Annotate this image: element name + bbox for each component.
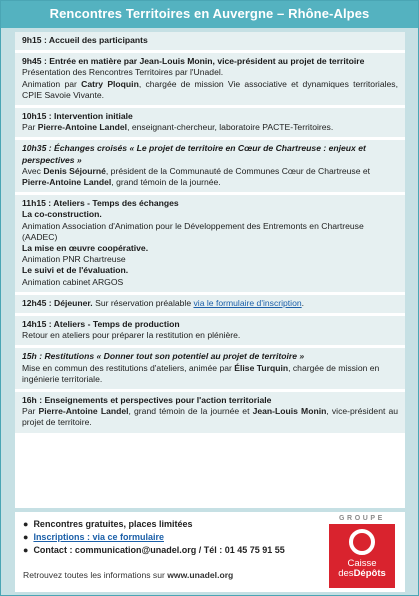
- website-link[interactable]: www.unadel.org: [167, 570, 234, 580]
- schedule-block-accueil: [15, 32, 405, 50]
- title-text: 10h35 : Échanges croisés « Le projet de territoire en Cœur de Chartreuse : enjeux et perspectives »: [22, 143, 366, 165]
- block-text: [22, 406, 398, 428]
- program-schedule: [15, 32, 405, 508]
- block-title: 10h15 : Intervention initiale: [22, 111, 133, 122]
- block-text: Présentation des Rencontres Territoires par l'Unadel.: [22, 67, 224, 78]
- block-title: 9h15 : Accueil des participants: [22, 35, 148, 45]
- banner-title: Rencontres Territoires en Auvergne – Rhône-Alpes: [1, 1, 418, 28]
- schedule-block-echanges: [15, 140, 405, 192]
- speaker-name: Pierre-Antoine Landel: [22, 177, 112, 188]
- text-run: Sur réservation préalable: [92, 297, 194, 308]
- caisse-des-depots-logo: [329, 515, 395, 589]
- text-run: des: [338, 568, 354, 579]
- speaker-name: Jean-Louis Monin: [252, 406, 327, 417]
- info-line: [23, 544, 285, 557]
- text-run: , président de la Communauté de Communes Cœur de Chartreuse et: [105, 165, 371, 176]
- block-text: Retour en ateliers pour préparer la restitution en plénière.: [22, 330, 241, 341]
- logo-groupe-text: GROUPE: [339, 515, 385, 522]
- registration-form-link[interactable]: via le formulaire d'inscription: [193, 297, 302, 308]
- block-text: [22, 79, 398, 101]
- contact-text: Contact : communication@unadel.org / Tél : 01 45 75 91 55: [33, 545, 285, 555]
- emblem-icon: [349, 529, 375, 555]
- atelier-text: Animation Association d'Animation pour le Développement des Entremonts en Chartreuse (AADEC): [22, 220, 364, 242]
- atelier-heading: La mise en œuvre coopérative.: [22, 243, 149, 254]
- speaker-name: Denis Séjourné: [43, 165, 106, 176]
- schedule-block-entree: [15, 53, 405, 105]
- speaker-name: Pierre-Antoine Landel: [38, 406, 129, 417]
- schedule-block-dejeuner: [15, 295, 405, 313]
- text-run: Retrouvez toutes les informations sur: [23, 570, 168, 580]
- text-run: Mise en commun des restitutions d'ateliers, animée par: [22, 362, 235, 373]
- block-title: [22, 351, 398, 362]
- bullet-icon: ●: [23, 545, 29, 555]
- atelier-heading: La co-construction.: [22, 209, 102, 220]
- website-line: [23, 570, 233, 580]
- text-run: , grand témoin de la journée.: [111, 177, 221, 188]
- block-title: 12h45 : Déjeuner.: [22, 297, 93, 308]
- bullet-icon: ●: [23, 519, 29, 529]
- speaker-name: Élise Turquin: [234, 362, 289, 373]
- info-line: [23, 518, 285, 531]
- block-text: [22, 122, 398, 133]
- footer-info: [15, 512, 405, 592]
- text-run: Dépôts: [353, 568, 386, 579]
- speaker-name: Pierre-Antoine Landel: [37, 122, 128, 133]
- text-run: Par: [22, 406, 39, 417]
- schedule-block-ateliers: [15, 195, 405, 292]
- atelier-text: Animation cabinet ARGOS: [22, 276, 124, 287]
- logo-text: Caisse: [347, 558, 377, 569]
- text-run: , enseignant-chercheur, laboratoire PACTE-Territoires.: [127, 122, 334, 133]
- schedule-block-restitutions: [15, 348, 405, 389]
- info-line: [23, 531, 285, 544]
- block-title: 9h45 : Entrée en matière par Jean-Louis Monin, vice-président au projet de territoire: [22, 56, 365, 67]
- info-text: Rencontres gratuites, places limitées: [33, 519, 193, 529]
- text-run: Avec: [22, 165, 44, 176]
- block-text: [22, 363, 398, 385]
- block-title: 14h15 : Ateliers - Temps de production: [22, 319, 180, 330]
- atelier-text: Animation PNR Chartreuse: [22, 254, 126, 265]
- text-run: , chargée de mission en ingénierie territoriale.: [22, 362, 380, 384]
- block-title: 16h : Enseignements et perspectives pour l'action territoriale: [22, 395, 272, 406]
- block-text: [22, 166, 398, 188]
- schedule-block-production: [15, 316, 405, 345]
- bullet-icon: ●: [23, 532, 29, 542]
- schedule-block-enseignements: [15, 392, 405, 433]
- logo-text: [338, 569, 386, 579]
- text-run: Animation par: [22, 78, 82, 89]
- practical-info: [23, 518, 285, 557]
- inscriptions-link[interactable]: Inscriptions : via ce formulaire: [33, 532, 164, 542]
- block-title: [22, 143, 398, 165]
- speaker-name: Catry Ploquin: [81, 78, 139, 89]
- block-title: 11h15 : Ateliers - Temps des échanges: [22, 198, 179, 209]
- text-run: , vice-président au projet de territoire.: [22, 406, 399, 428]
- text-run: , grand témoin de la journée et: [128, 406, 253, 417]
- schedule-block-intervention: [15, 108, 405, 137]
- text-run: .: [301, 297, 305, 308]
- title-text: 15h : Restitutions « Donner tout son potentiel au projet de territoire »: [22, 351, 305, 362]
- text-run: , chargée de mission Vie associative et dynamiques territoriales, CPIE Savoie Vivante.: [22, 78, 398, 100]
- atelier-heading: Le suivi et de l'évaluation.: [22, 265, 129, 276]
- text-run: Par: [22, 122, 38, 133]
- block-text: [22, 298, 398, 309]
- logo-red-box: [329, 524, 395, 588]
